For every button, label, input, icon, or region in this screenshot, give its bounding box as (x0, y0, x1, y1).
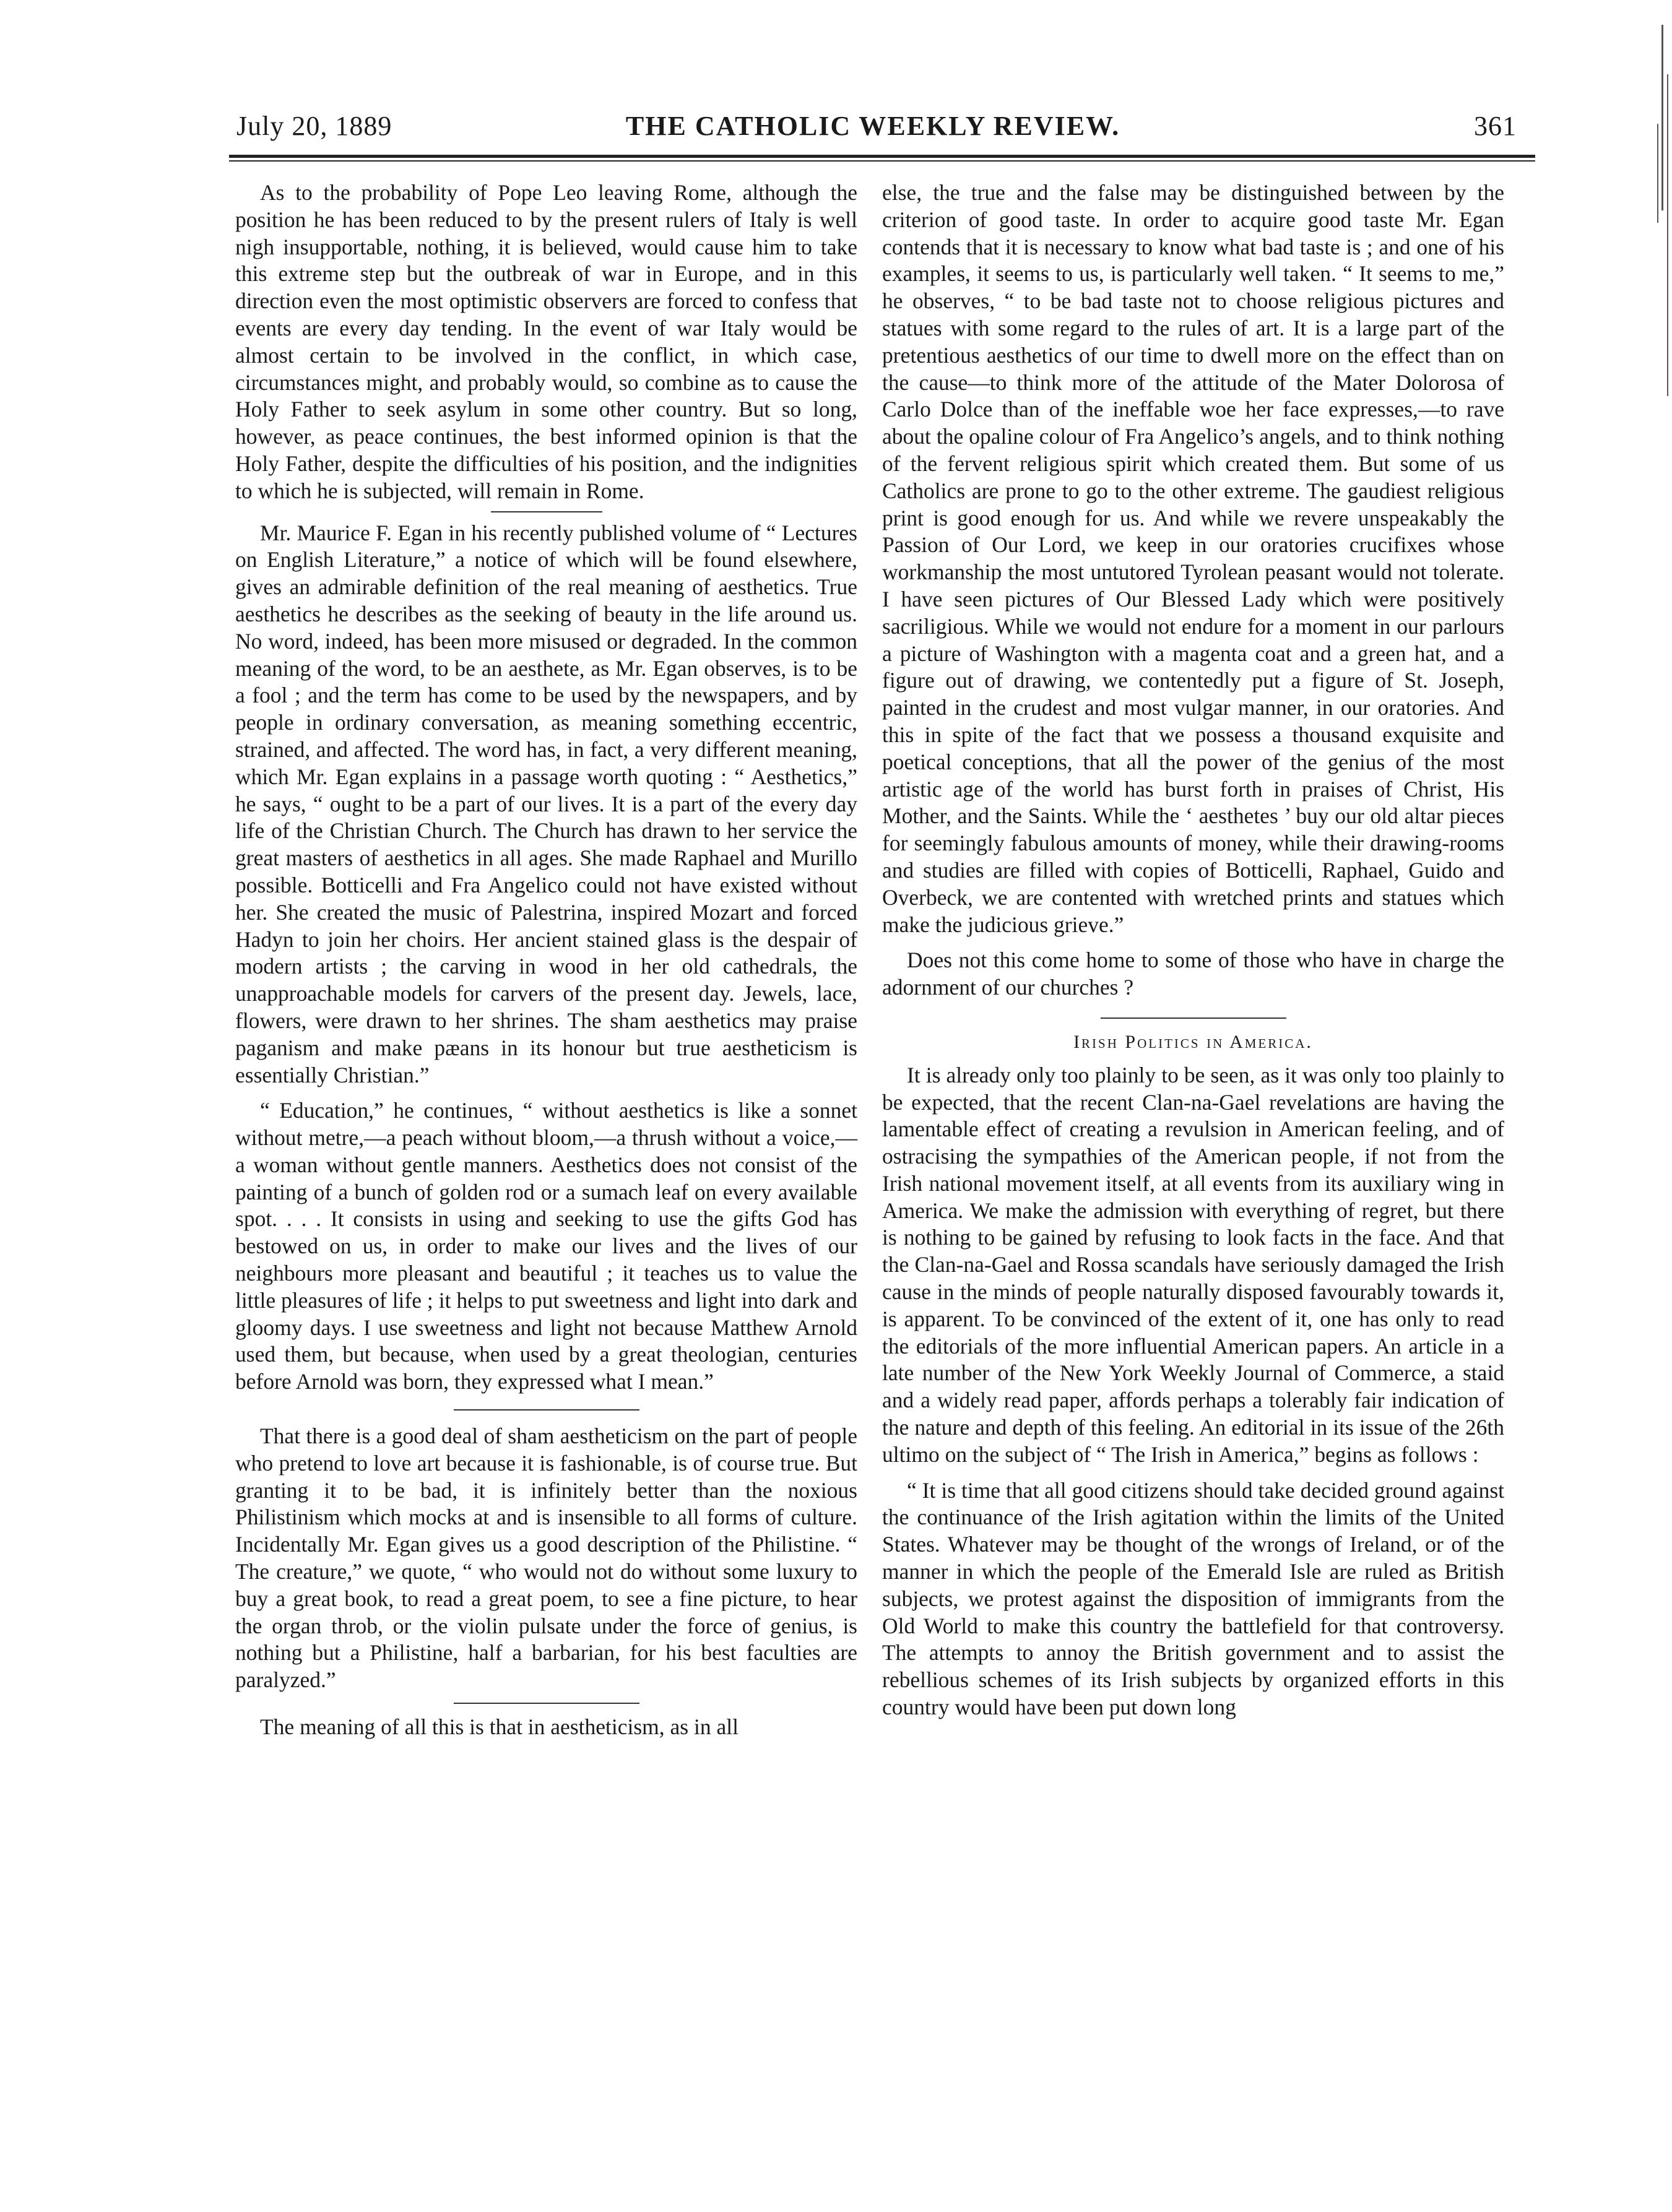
divider (1101, 1017, 1286, 1019)
divider (454, 1703, 639, 1704)
paragraph-editorial-quote: “ It is time that all good citizens should take decided ground against the continuance of the Irish agitation within the limits of the United States. Whatever may be thought of the wrongs of Ireland, or of the manner in which the people of the Emerald Isle are ruled as British subjects, we protest against the disposition of immigrants from the Old World to make this country the battlefield for that controversy. The attempts to annoy the British government and to assist the rebellious schemes of its Irish subjects by organized efforts in this country would have been put down long (882, 1477, 1504, 1720)
page-number: 361 (1474, 111, 1517, 141)
paragraph-good-taste: else, the true and the false may be distinguished between by the criterion of good taste. In order to acquire good taste Mr. Egan contends that it is necessary to know what bad taste is ; and one of his examples, it seems to us, is particularly well taken. “ It seems to me,” he observes, “ to be bad taste not to choose religious pictures and statues with some regard to the rules of art. It is a large part of the pretentious aesthetics of our time to dwell more on the effect than on the cause—to think more of the attitude of the Mater Dolorosa of Carlo Dolce than of the ineffable woe her face expresses,—to rave about the opaline colour of Fra Angelico’s angels, and to think nothing of the fervent religious spirit which created them. But some of us Catholics are prone to go to the other extreme. The gaudiest religious print is good enough for us. And while we revere unspeakably the Passion of Our Lord, we keep in our oratories crucifixes whose workmanship the most untutored Tyrolean peasant would not tolerate. I have seen pictures of Our Blessed Lady which were positively sacriligious. While we would not endure for a moment in our parlours a picture of Washington with a magenta coat and a green hat, and a figure out of drawing, we contentedly put a figure of St. Joseph, painted in the crudest and most vulgar manner, in our oratories. And this in spite of the fact that we possess a thousand exquisite and poetical conceptions, that all the power of the genius of the most artistic age of the world has burst forth in praises of Christ, His Mother, and the Saints. While the ‘ aesthetes ’ buy our old altar pieces for seemingly fabulous amounts of money, while their drawing-rooms and studies are filled with copies of Botticelli, Raphael, Guido and Overbeck, we are contented with wretched prints and statues which make the judicious grieve.” (882, 180, 1504, 937)
left-column (235, 179, 857, 1741)
right-column (882, 179, 1504, 1721)
paragraph-churches: Does not this come home to some of those who have in charge the adornment of our churches ? (882, 948, 1504, 1000)
paragraph-irish-politics: It is already only too plainly to be seen, as it was only too plainly to be expected, that the recent Clan-na-Gael revelations are having the lamentable effect of creating a revulsion in American feeling, and of ostracising the sympathies of the American people, if not from the Irish national movement itself, at all events from its auxiliary wing in America. We make the admission with everything of regret, but there is nothing to be gained by refusing to look facts in the face. And that the Clan-na-Gael and Rossa scandals have seriously damaged the Irish cause in the minds of people naturally disposed favourably towards it, is apparent. To be convinced of the extent of it, one has only to read the editorials of the more influential American papers. An article in a late number of the New York Weekly Journal of Commerce, a staid and a widely read paper, affords perhaps a tolerably fair indication of the nature and depth of this feeling. An editorial in its issue of the 26th ultimo on the subject of “ The Irish in America,” begins as follows : (882, 1062, 1504, 1467)
page-header (229, 110, 1517, 153)
issue-date: July 20, 1889 (236, 111, 392, 141)
divider (454, 1409, 639, 1411)
paragraph-egan-aesthetics: Mr. Maurice F. Egan in his recently published volume of “ Lectures on English Literature,” a notice of which will be found elsewhere, gives an admirable definition of the real meaning of aesthetics. True aesthetics he describes as the seeking of beauty in the life around us. No word, indeed, has been more misused or degraded. In the common meaning of the word, to be an aesthete, as Mr. Egan observes, is to be a fool ; and the term has come to be used by the newspapers, and by people in ordinary conversation, as meaning something eccentric, strained, and affected. The word has, in fact, a very different meaning, which Mr. Egan explains in a passage worth quoting : “ Aesthetics,” he says, “ ought to be a part of our lives. It is a part of the every day life of the Christian Church. The Church has drawn to her service the great masters of aesthetics in all ages. She made Raphael and Murillo possible. Botticelli and Fra Angelico could not have existed without her. She created the music of Palestrina, inspired Mozart and forced Hadyn to join her choirs. Her ancient stained glass is the despair of modern artists ; the carving in wood in her old cathedrals, the unapproachable models for carvers of the present day. Jewels, lace, flowers, were drawn to her shrines. The sham aesthetics may praise paganism and make pæans in its honour but true aestheticism is essentially Christian.” (235, 520, 857, 1087)
paragraph-pope-leo: As to the probability of Pope Leo leaving Rome, although the position he has been reduced to by the present rulers of Italy is well nigh insupportable, nothing, it is believed, would cause him to take this extreme step but the outbreak of war in Europe, and in this direction even the most optimistic observers are forced to confess that events are every day tending. In the event of war Italy would be almost certain to be involved in the conflict, in which case, circumstances might, and probably would, so combine as to cause the Holy Father to seek asylum in some other country. But so long, however, as peace continues, the best informed opinion is that the Holy Father, despite the difficulties of his position, and the indignities to which he is subjected, will remain in Rome. (235, 180, 857, 503)
header-rule (229, 155, 1535, 162)
paragraph-education-quote: “ Education,” he continues, “ without aesthetics is like a sonnet without metre,—a peach without bloom,—a thrush without a voice,—a woman without gentle manners. Aesthetics does not consist of the painting of a bunch of golden rod or a sumach leaf on every available spot. . . . It consists in using and seeking to use the gifts God has bestowed on us, in order to make our lives and the lives of our neighbours more pleasant and beautiful ; it teaches us to value the little pleasures of life ; it helps to put sweetness and light into dark and gloomy days. I use sweetness and light not because Matthew Arnold used them, but because, when used by a great theologian, centuries before Arnold was born, they expressed what I mean.” (235, 1098, 857, 1394)
scan-edge-marks (1647, 0, 1672, 433)
section-heading: Irish Politics in America. (1073, 1031, 1313, 1052)
publication-title: THE CATHOLIC WEEKLY REVIEW. (625, 111, 1120, 141)
paragraph-sham-aestheticism: That there is a good deal of sham aestheticism on the part of people who pretend to love art because it is fashionable, is of course true. But granting it to be bad, it is infinitely better than the noxious Philistinism which mocks at and is insensible to all forms of culture. Incidentally Mr. Egan gives us a good description of the Philistine. “ The creature,” we quote, “ who would not do without some luxury to buy a great book, to read a great poem, to see a fine picture, to hear the organ throb, or the violin pulsate under the force of genius, is nothing but a Philistine, half a barbarian, for his best faculties are paralyzed.” (235, 1424, 857, 1693)
divider (491, 511, 602, 512)
paragraph-meaning: The meaning of all this is that in aestheticism, as in all (260, 1714, 739, 1740)
